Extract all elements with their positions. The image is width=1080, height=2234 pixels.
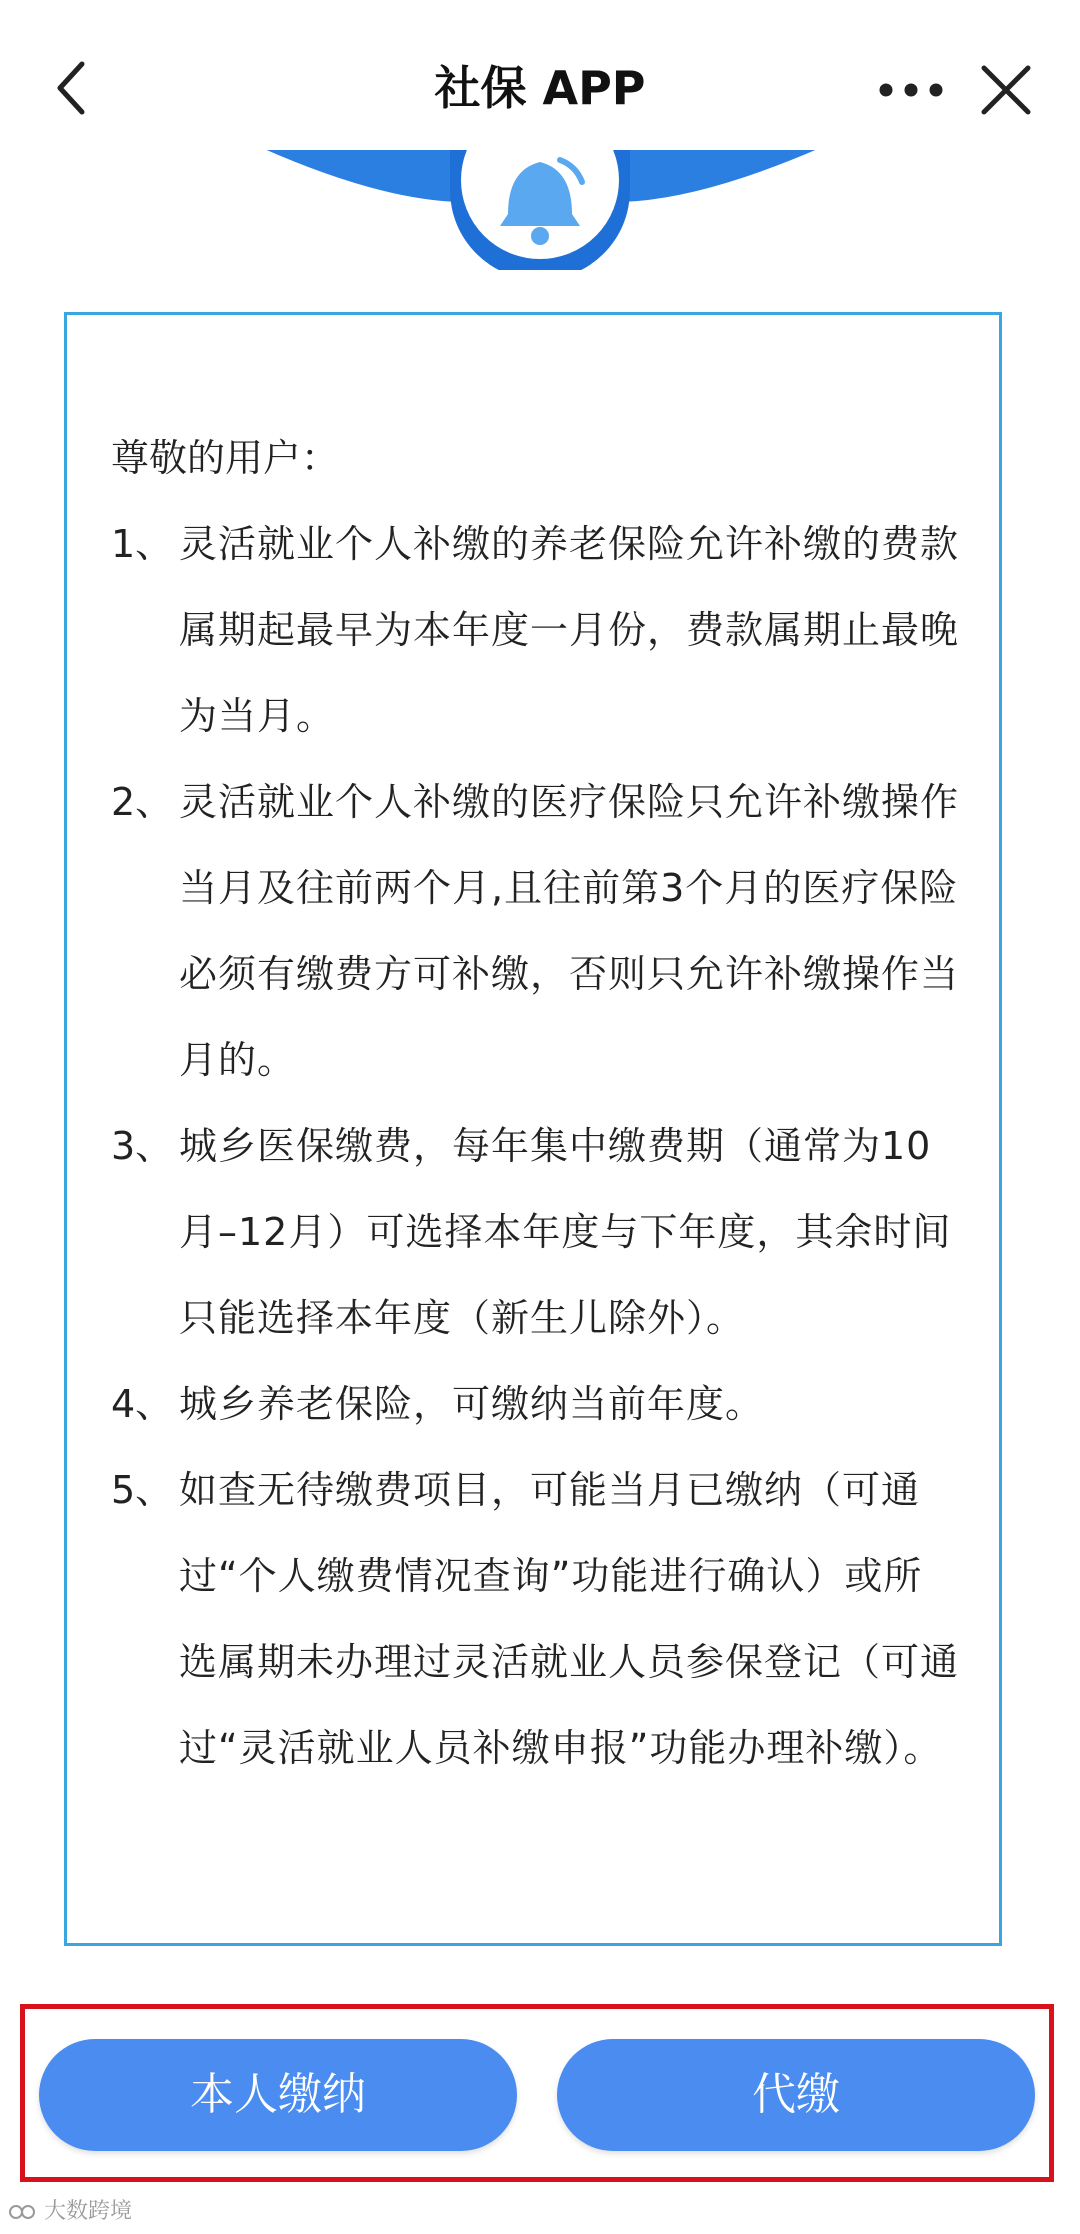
notice-content [111, 415, 961, 1791]
item-text: 如查无待缴费项目，可能当月已缴纳（可通过“个人缴费情况查询”功能进行确认）或所选属期未办理过灵活就业人员参保登记（可通过“灵活就业人员补缴申报”功能办理补缴）。 [179, 1468, 960, 1770]
notice-item [111, 501, 961, 759]
item-number: 4、 [111, 1382, 174, 1426]
item-number: 3、 [111, 1124, 174, 1168]
item-text: 城乡养老保险，可缴纳当前年度。 [179, 1382, 765, 1426]
notice-item [111, 1447, 961, 1791]
notice-item [111, 759, 961, 1103]
notification-banner [0, 140, 1080, 270]
item-text: 灵活就业个人补缴的医疗保险只允许补缴操作当月及往前两个月,且往前第3个月的医疗保险必须有缴费方可补缴，否则只允许补缴操作当月的。 [179, 780, 960, 1082]
item-text: 灵活就业个人补缴的养老保险允许补缴的费款属期起最早为本年度一月份，费款属期止最晚为当月。 [179, 522, 960, 738]
notice-item [111, 1103, 961, 1361]
notice-box [64, 312, 1002, 1946]
close-icon[interactable] [978, 62, 1034, 118]
item-number: 2、 [111, 780, 174, 824]
item-number: 5、 [111, 1468, 174, 1512]
watermark-logo-icon [8, 2201, 38, 2223]
notice-item [111, 1361, 961, 1447]
app-header [0, 0, 1080, 150]
proxy-pay-button[interactable]: 代缴 [557, 2039, 1035, 2151]
more-icon[interactable] [876, 70, 946, 110]
watermark-text: 大数跨境 [44, 2199, 133, 2224]
self-pay-button[interactable]: 本人缴纳 [39, 2039, 517, 2151]
watermark [8, 2196, 132, 2228]
notice-greeting: 尊敬的用户： [111, 436, 340, 480]
item-number: 1、 [111, 522, 174, 566]
item-text: 城乡医保缴费，每年集中缴费期（通常为10月–12月）可选择本年度与下年度，其余时间只能选择本年度（新生儿除外）。 [179, 1124, 952, 1340]
action-area-highlight [20, 2004, 1054, 2182]
page-title: 社保 APP [434, 61, 646, 115]
